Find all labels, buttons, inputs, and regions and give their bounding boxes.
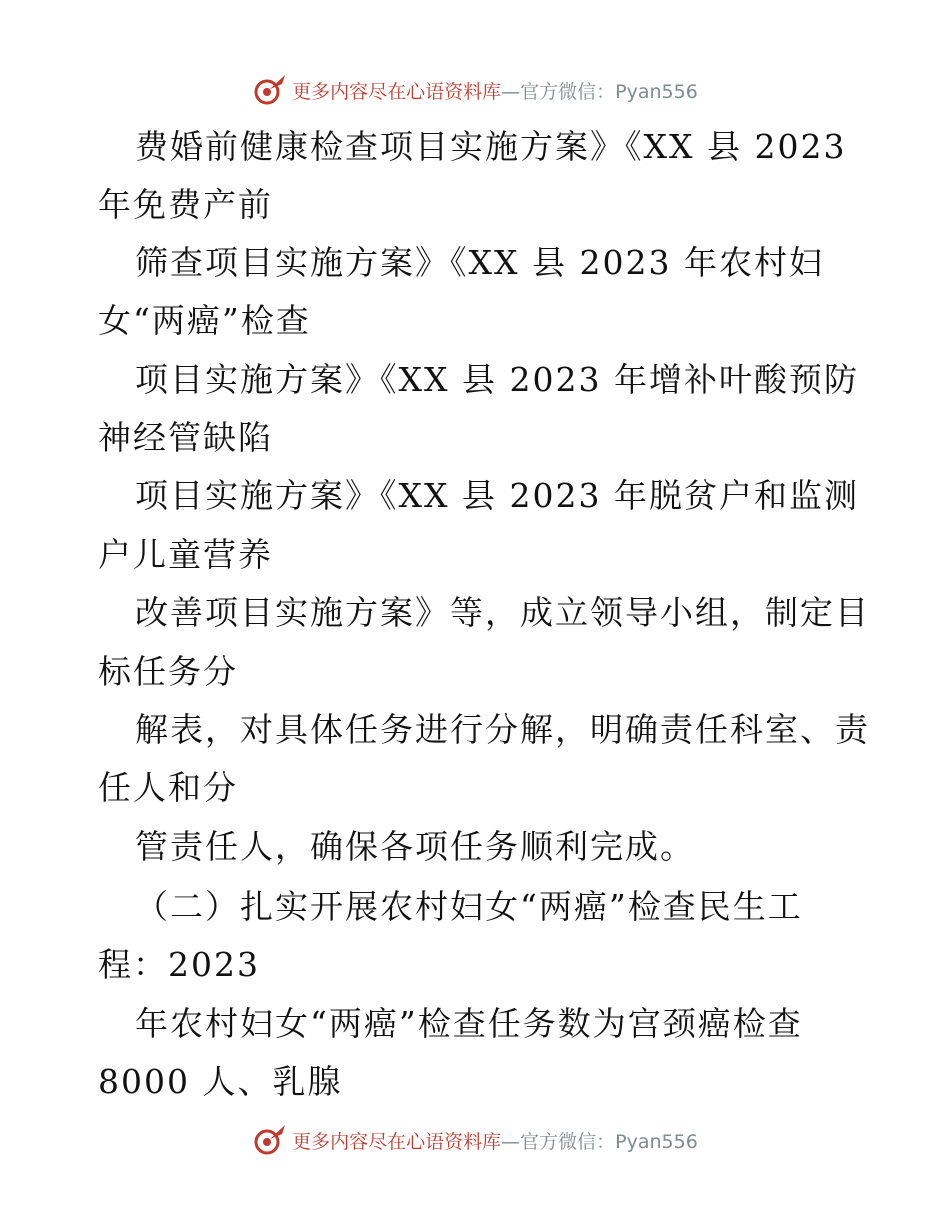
quill-logo-icon xyxy=(252,72,288,108)
header-watermark xyxy=(0,70,950,110)
text-line: 管责任人，确保各项任务顺利完成。 xyxy=(135,827,695,866)
watermark-contact: —官方微信：Pyan556 xyxy=(501,80,698,103)
text-line: 8000 人、乳腺 xyxy=(98,1062,343,1101)
text-line: 女“两癌”检查 xyxy=(98,301,311,340)
text-line: 年免费产前 xyxy=(98,185,273,224)
watermark-contact: —官方微信：Pyan556 xyxy=(501,1130,698,1153)
text-line: 解表，对具体任务进行分解，明确责任科室、责 xyxy=(135,710,870,749)
watermark-brand: 更多内容尽在心语资料库 xyxy=(292,80,502,103)
quill-logo-icon xyxy=(252,1122,288,1158)
text-line: 改善项目实施方案》等，成立领导小组，制定目 xyxy=(135,593,870,632)
text-line: 项目实施方案》《XX 县 2023 年增补叶酸预防 xyxy=(135,360,859,399)
footer-watermark xyxy=(0,1120,950,1160)
text-line: 年农村妇女“两癌”检查任务数为宫颈癌检查 xyxy=(135,1004,803,1043)
text-line: 任人和分 xyxy=(98,768,238,807)
section-heading: （二）扎实开展农村妇女“两癌”检查民生工 xyxy=(135,887,803,926)
text-line: 费婚前健康检查项目实施方案》《XX 县 2023 xyxy=(135,127,847,166)
text-line: 神经管缺陷 xyxy=(98,418,273,457)
text-line: 户儿童营养 xyxy=(98,535,273,574)
text-line: 标任务分 xyxy=(98,652,238,691)
text-line: 筛查项目实施方案》《XX 县 2023 年农村妇 xyxy=(135,243,824,282)
text-line: 项目实施方案》《XX 县 2023 年脱贫户和监测 xyxy=(135,476,859,515)
watermark-brand: 更多内容尽在心语资料库 xyxy=(292,1130,502,1153)
text-line: 程：2023 xyxy=(98,945,260,984)
